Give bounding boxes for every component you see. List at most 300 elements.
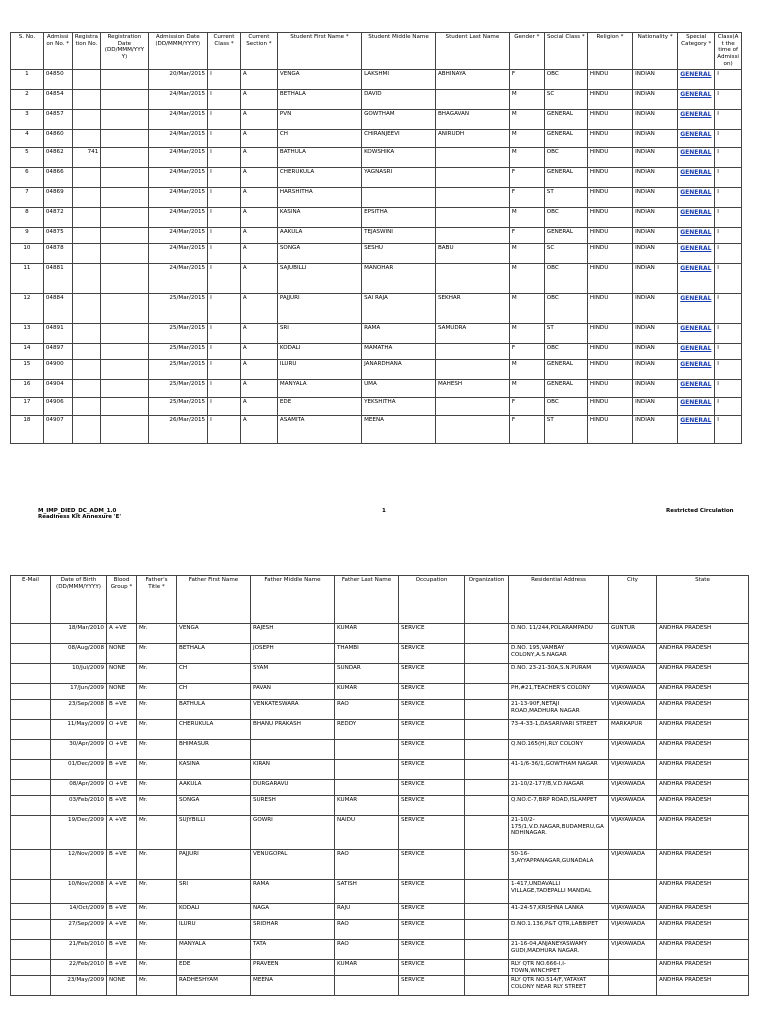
table-cell	[11, 700, 51, 720]
table-cell: GOWTHAM	[362, 109, 436, 129]
table-cell: Mr.	[137, 780, 177, 796]
table-cell	[72, 109, 101, 129]
column-header: Registration No.	[72, 33, 101, 70]
table-cell: KUMAR	[335, 960, 399, 976]
table-cell: 04875	[43, 227, 72, 243]
table-cell: SUNDAR	[335, 664, 399, 684]
table-cell	[11, 880, 51, 904]
table-cell: 24/Mar/2015	[148, 89, 208, 109]
table-cell: I	[208, 243, 241, 263]
table-cell: A	[240, 323, 277, 343]
table-cell: A	[240, 207, 277, 227]
special-category-link[interactable]: GENERAL	[678, 323, 715, 343]
column-header: E-Mail	[11, 576, 51, 624]
column-header: Father First Name	[177, 576, 251, 624]
table-cell: MAHESH	[435, 379, 509, 397]
table-cell: VIJAYAWADA	[609, 796, 657, 816]
table-cell: EPSITHA	[362, 207, 436, 227]
special-category-link[interactable]: GENERAL	[678, 415, 715, 443]
table-row	[11, 187, 742, 207]
table-cell: SERVICE	[399, 920, 465, 940]
table-cell: VIJAYAWADA	[609, 920, 657, 940]
table-cell: KUMAR	[335, 624, 399, 644]
table-cell: B +VE	[107, 960, 137, 976]
table-cell: 25/Mar/2015	[148, 359, 208, 379]
column-header: Social Class *	[544, 33, 587, 70]
table-cell: KIRAN	[251, 760, 335, 780]
table-row	[11, 684, 749, 700]
table-row	[11, 976, 749, 996]
special-category-link[interactable]: GENERAL	[678, 187, 715, 207]
table-cell: SERVICE	[399, 940, 465, 960]
table-cell: A +VE	[107, 880, 137, 904]
table-cell	[101, 343, 148, 359]
table-cell: PH,#21,TEACHER'S COLONY	[509, 684, 609, 700]
table-cell: M	[509, 379, 544, 397]
table-cell: 20/Mar/2015	[148, 69, 208, 89]
table-cell: Q.NO.C-7,BRP ROAD,ISLAMPET	[509, 796, 609, 816]
table-row	[11, 293, 742, 323]
table-cell: HINDU	[587, 147, 632, 167]
table-cell: I	[715, 69, 742, 89]
table-cell: PVN	[277, 109, 361, 129]
table-cell	[72, 323, 101, 343]
table-row	[11, 343, 742, 359]
table-cell: KODALI	[277, 343, 361, 359]
table-cell: MEENA	[362, 415, 436, 443]
table-cell	[101, 147, 148, 167]
table-cell: SERVICE	[399, 904, 465, 920]
table-cell: 04881	[43, 263, 72, 293]
circulation-label: Restricted Circulation	[666, 508, 734, 514]
table-cell	[11, 796, 51, 816]
table-cell: HINDU	[587, 343, 632, 359]
table-cell: D.NO. 23-21-30A,S.N.PURAM	[509, 664, 609, 684]
table-row	[11, 397, 742, 415]
table-cell: 2	[11, 89, 44, 109]
table-cell	[101, 263, 148, 293]
table-cell: A	[240, 187, 277, 207]
table-cell: ANDHRA PRADESH	[657, 740, 749, 760]
table-cell: D.NO. 11/244,POLARAMPADU	[509, 624, 609, 644]
table-cell: HINDU	[587, 227, 632, 243]
table-cell: 25/Mar/2015	[148, 293, 208, 323]
table-cell: 24/Mar/2015	[148, 263, 208, 293]
column-header: Father Middle Name	[251, 576, 335, 624]
table-cell	[101, 69, 148, 89]
table-cell: TATA	[251, 940, 335, 960]
table-cell: INDIAN	[633, 415, 678, 443]
table-cell	[11, 684, 51, 700]
table-cell: 25/Mar/2015	[148, 379, 208, 397]
table-cell: EDE	[177, 960, 251, 976]
table-cell: DURGARAVU	[251, 780, 335, 796]
table-cell: I	[715, 129, 742, 147]
table-cell	[435, 343, 509, 359]
table-cell	[465, 780, 509, 796]
table-cell: GENERAL	[544, 167, 587, 187]
table-cell: INDIAN	[633, 207, 678, 227]
table-cell	[465, 700, 509, 720]
table-cell: NONE	[107, 684, 137, 700]
table-cell: LAKSHMI	[362, 69, 436, 89]
table-row	[11, 880, 749, 904]
table-cell	[72, 343, 101, 359]
table-cell: I	[208, 359, 241, 379]
table-cell: 04891	[43, 323, 72, 343]
table-cell: VIJAYAWADA	[609, 780, 657, 796]
special-category-link[interactable]: GENERAL	[678, 167, 715, 187]
table-cell: A	[240, 109, 277, 129]
special-category-link[interactable]: GENERAL	[678, 379, 715, 397]
table-cell	[435, 187, 509, 207]
table-cell: Mr.	[137, 700, 177, 720]
table-cell: SERVICE	[399, 664, 465, 684]
table-cell	[435, 207, 509, 227]
table-cell: HINDU	[587, 167, 632, 187]
table-cell: Mr.	[137, 720, 177, 740]
table-cell: I	[208, 109, 241, 129]
table-cell: VIJAYAWADA	[609, 644, 657, 664]
table-cell: BHAGAVAN	[435, 109, 509, 129]
table-cell: BETHALA	[177, 644, 251, 664]
table-cell: 4	[11, 129, 44, 147]
table-cell: INDIAN	[633, 293, 678, 323]
table-row	[11, 243, 742, 263]
table-cell	[465, 796, 509, 816]
table-row	[11, 359, 742, 379]
special-category-link[interactable]: GENERAL	[678, 359, 715, 379]
table-cell: O +VE	[107, 780, 137, 796]
table-cell	[72, 243, 101, 263]
column-header: Admission No. *	[43, 33, 72, 70]
table-cell: 14	[11, 343, 44, 359]
table-cell: BHIMASUR	[177, 740, 251, 760]
table-cell: M	[509, 207, 544, 227]
column-header: Student Middle Name	[362, 33, 436, 70]
table-cell	[72, 263, 101, 293]
table-cell: KUMAR	[335, 684, 399, 700]
table-cell: Mr.	[137, 684, 177, 700]
table-cell: YEKSHITHA	[362, 397, 436, 415]
column-header: Current Class *	[208, 33, 241, 70]
table-cell: F	[509, 397, 544, 415]
table-cell: CHERUKULA	[177, 720, 251, 740]
table-cell: Mr.	[137, 740, 177, 760]
table-cell: 24/Mar/2015	[148, 147, 208, 167]
table-cell	[465, 850, 509, 880]
table-cell: Mr.	[137, 940, 177, 960]
table-cell: Mr.	[137, 664, 177, 684]
table-cell: EDE	[277, 397, 361, 415]
table-cell: Mr.	[137, 920, 177, 940]
table-cell: HINDU	[587, 263, 632, 293]
table-cell: 04872	[43, 207, 72, 227]
table-cell: 30/Apr/2009	[51, 740, 107, 760]
table-row	[11, 167, 742, 187]
table-cell: CH	[177, 664, 251, 684]
table-cell: BETHALA	[277, 89, 361, 109]
table-cell: I	[208, 293, 241, 323]
table-cell: MAMATHA	[362, 343, 436, 359]
special-category-link[interactable]: GENERAL	[678, 227, 715, 243]
table-cell: ST	[544, 415, 587, 443]
table-cell: SAMUDRA	[435, 323, 509, 343]
special-category-link[interactable]: GENERAL	[678, 263, 715, 293]
column-header: Admission Date (DD/MMM/YYYY)	[148, 33, 208, 70]
table-cell: 13	[11, 323, 44, 343]
table-cell: 24/Mar/2015	[148, 129, 208, 147]
table-cell	[101, 379, 148, 397]
table-cell: INDIAN	[633, 359, 678, 379]
table-cell: I	[208, 89, 241, 109]
table-cell: INDIAN	[633, 129, 678, 147]
table-cell: SERVICE	[399, 700, 465, 720]
special-category-link[interactable]: GENERAL	[678, 147, 715, 167]
special-category-link[interactable]: GENERAL	[678, 343, 715, 359]
table-cell: HINDU	[587, 109, 632, 129]
table-cell: REDDY	[335, 720, 399, 740]
table-cell: 21-13-90F,NETAJI ROAD,MADHURA NAGAR	[509, 700, 609, 720]
table-row	[11, 379, 742, 397]
table-cell: THAMBI	[335, 644, 399, 664]
table-cell: NONE	[107, 664, 137, 684]
table-row	[11, 129, 742, 147]
table-cell: M	[509, 89, 544, 109]
table-cell: M	[509, 323, 544, 343]
table-cell: SERVICE	[399, 624, 465, 644]
special-category-link[interactable]: GENERAL	[678, 207, 715, 227]
table-cell: Mr.	[137, 760, 177, 780]
table-cell	[465, 644, 509, 664]
table-cell: SAJUBILLI	[277, 263, 361, 293]
table-cell: 741	[72, 147, 101, 167]
table-cell: I	[715, 263, 742, 293]
table-cell: M	[509, 293, 544, 323]
table-cell: ANDHRA PRADESH	[657, 664, 749, 684]
table-row	[11, 227, 742, 243]
table-cell: A	[240, 69, 277, 89]
table-cell: 8	[11, 207, 44, 227]
table-cell: HINDU	[587, 397, 632, 415]
column-header: Gender *	[509, 33, 544, 70]
table-cell: A +VE	[107, 816, 137, 850]
table-cell: HINDU	[587, 243, 632, 263]
table-cell	[465, 684, 509, 700]
table-cell: OBC	[544, 207, 587, 227]
table-cell: HINDU	[587, 69, 632, 89]
table-cell	[101, 415, 148, 443]
table-cell: 04850	[43, 69, 72, 89]
table-cell: I	[208, 263, 241, 293]
table-cell: 21/Feb/2010	[51, 940, 107, 960]
table-cell: GENERAL	[544, 379, 587, 397]
table-cell	[72, 167, 101, 187]
table-cell	[465, 816, 509, 850]
column-header: Student First Name *	[277, 33, 361, 70]
table-cell	[465, 920, 509, 940]
table-row	[11, 263, 742, 293]
table-row	[11, 109, 742, 129]
table-header-row	[11, 576, 749, 624]
table-cell: NONE	[107, 644, 137, 664]
table-cell: Mr.	[137, 904, 177, 920]
table-cell: RLY QTR NO.666-I,I-TOWN,WINCHPET	[509, 960, 609, 976]
table-cell: B +VE	[107, 796, 137, 816]
table-cell: KODALI	[177, 904, 251, 920]
table-cell: M	[509, 109, 544, 129]
table-cell: SERVICE	[399, 644, 465, 664]
table-cell: ANDHRA PRADESH	[657, 720, 749, 740]
table-cell: I	[715, 109, 742, 129]
table-cell: I	[715, 243, 742, 263]
table-cell: SEKHAR	[435, 293, 509, 323]
column-header: Father Last Name	[335, 576, 399, 624]
special-category-link[interactable]: GENERAL	[678, 243, 715, 263]
table-cell: B +VE	[107, 850, 137, 880]
special-category-link[interactable]: GENERAL	[678, 69, 715, 89]
special-category-link[interactable]: GENERAL	[678, 397, 715, 415]
table-cell: I	[715, 207, 742, 227]
table-cell: ANDHRA PRADESH	[657, 850, 749, 880]
table-cell: I	[208, 343, 241, 359]
special-category-link[interactable]: GENERAL	[678, 89, 715, 109]
table-cell: SERVICE	[399, 720, 465, 740]
table-row	[11, 850, 749, 880]
table-cell: SRI	[277, 323, 361, 343]
parent-details-table	[10, 575, 749, 996]
table-cell	[465, 664, 509, 684]
table-cell: HINDU	[587, 359, 632, 379]
special-category-link[interactable]: GENERAL	[678, 129, 715, 147]
table-cell: 01/Dec/2009	[51, 760, 107, 780]
table-row	[11, 644, 749, 664]
table-cell	[335, 780, 399, 796]
table-cell: A	[240, 227, 277, 243]
table-cell: I	[208, 207, 241, 227]
column-header: Occupation	[399, 576, 465, 624]
table-cell	[11, 664, 51, 684]
table-cell: 26/Mar/2015	[148, 415, 208, 443]
special-category-link[interactable]: GENERAL	[678, 293, 715, 323]
table-cell: ANDHRA PRADESH	[657, 780, 749, 796]
table-cell: I	[208, 147, 241, 167]
table-cell: RAO	[335, 700, 399, 720]
table-cell: DAVID	[362, 89, 436, 109]
table-cell: ANDHRA PRADESH	[657, 920, 749, 940]
table-cell: I	[208, 187, 241, 207]
table-cell	[11, 960, 51, 976]
table-cell: OBC	[544, 343, 587, 359]
table-cell: HINDU	[587, 187, 632, 207]
table-cell: BHANU PRAKASH	[251, 720, 335, 740]
table-cell: 24/Mar/2015	[148, 187, 208, 207]
table-cell: AAKULA	[277, 227, 361, 243]
table-row	[11, 720, 749, 740]
table-cell: 1	[11, 69, 44, 89]
table-cell: INDIAN	[633, 343, 678, 359]
table-cell	[11, 940, 51, 960]
table-cell: 15	[11, 359, 44, 379]
table-cell: VENKATESWARA	[251, 700, 335, 720]
table-cell	[362, 187, 436, 207]
table-cell	[11, 816, 51, 850]
table-cell: ILURU	[177, 920, 251, 940]
table-cell	[101, 109, 148, 129]
table-cell: 18	[11, 415, 44, 443]
table-cell	[465, 960, 509, 976]
table-cell: B +VE	[107, 940, 137, 960]
table-cell: RAO	[335, 940, 399, 960]
table-row	[11, 323, 742, 343]
table-cell: I	[715, 379, 742, 397]
table-cell: CHIRANJEEVI	[362, 129, 436, 147]
table-cell: VENUGOPAL	[251, 850, 335, 880]
table-cell: KUMAR	[335, 796, 399, 816]
table-cell: VENGA	[277, 69, 361, 89]
column-header: Current Section *	[240, 33, 277, 70]
table-cell: I	[715, 187, 742, 207]
table-cell: I	[208, 69, 241, 89]
table-cell: SERVICE	[399, 760, 465, 780]
table-cell: Mr.	[137, 796, 177, 816]
table-cell: ANDHRA PRADESH	[657, 796, 749, 816]
table-cell: ST	[544, 187, 587, 207]
table-cell: HINDU	[587, 379, 632, 397]
table-cell: 08/Aug/2008	[51, 644, 107, 664]
page-number: 1	[382, 508, 386, 514]
table-cell: 04878	[43, 243, 72, 263]
table-row	[11, 940, 749, 960]
table-cell: I	[208, 129, 241, 147]
table-cell	[465, 760, 509, 780]
table-cell: I	[715, 343, 742, 359]
column-header: Organization	[465, 576, 509, 624]
table-cell: 24/Mar/2015	[148, 207, 208, 227]
table-cell: VIJAYAWADA	[609, 740, 657, 760]
table-cell: 04906	[43, 397, 72, 415]
table-cell	[465, 976, 509, 996]
table-cell: UMA	[362, 379, 436, 397]
table-cell	[72, 207, 101, 227]
table-cell: SERVICE	[399, 880, 465, 904]
special-category-link[interactable]: GENERAL	[678, 109, 715, 129]
table-cell	[435, 147, 509, 167]
table-row	[11, 664, 749, 684]
table-cell: I	[715, 359, 742, 379]
table-cell: A	[240, 397, 277, 415]
table-cell: MARKAPUR	[609, 720, 657, 740]
table-cell: SC	[544, 89, 587, 109]
table-cell	[435, 227, 509, 243]
table-cell	[609, 880, 657, 904]
table-cell: RAMA	[362, 323, 436, 343]
table-cell: M	[509, 147, 544, 167]
table-cell: SERVICE	[399, 816, 465, 850]
table-cell: PAVAN	[251, 684, 335, 700]
table-cell	[101, 243, 148, 263]
table-cell: KOWSHIKA	[362, 147, 436, 167]
table-cell: I	[715, 293, 742, 323]
table-cell: HINDU	[587, 207, 632, 227]
table-cell: BATHULA	[177, 700, 251, 720]
table-cell: 21-10/2-175/1,V.D.NAGAR,BUDAMERU,GANDHINAGAR.	[509, 816, 609, 850]
table-cell: Q.NO.165(H),RLY COLONY	[509, 740, 609, 760]
table-cell	[11, 976, 51, 996]
table-cell: A	[240, 89, 277, 109]
table-cell: B +VE	[107, 904, 137, 920]
table-row	[11, 69, 742, 89]
